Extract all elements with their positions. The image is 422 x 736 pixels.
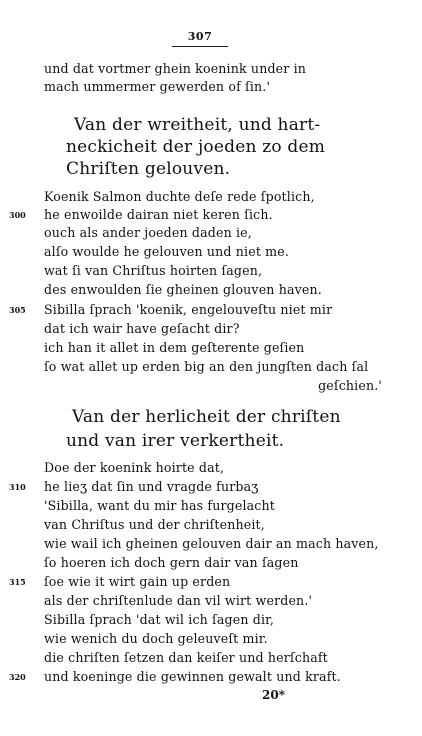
verse-line: he lieʒ dat ſin und vragde furbaʒ	[44, 479, 259, 494]
section-heading: neckicheit der joeden zo dem	[66, 137, 326, 157]
section-heading: und van irer verkertheit.	[66, 431, 285, 451]
section-heading: Van der wreitheit, und hart-	[74, 115, 321, 135]
line-number: 300	[9, 210, 26, 220]
verse-line: dat ich wair have geſacht dir?	[44, 321, 240, 336]
line-number: 315	[9, 577, 26, 587]
verse-line: wat ſi van Chriſtus hoirten ſagen,	[44, 263, 263, 278]
text-line: und dat vortmer ghein koenink under in	[44, 61, 307, 76]
verse-line: geſchien.'	[318, 378, 382, 393]
verse-line: alſo woulde he gelouven und niet me.	[44, 244, 290, 259]
section-heading: Van der herlicheit der chriſten	[72, 407, 341, 427]
verse-line: ouch als ander joeden daden ie,	[44, 225, 252, 240]
verse-line: 'Sibilla, want du mir has furgelacht	[44, 498, 275, 513]
verse-line: Doe der koenink hoirte dat,	[44, 460, 225, 475]
verse-line: wie wenich du doch geleuveſt mir.	[44, 631, 268, 646]
verse-line: Koenik Salmon duchte deſe rede ſpotlich,	[44, 189, 315, 204]
verse-line: ſo hoeren ich doch gern dair van ſagen	[44, 555, 299, 570]
section-heading: Chriſten gelouven.	[66, 159, 231, 179]
verse-line: und koeninge die gewinnen gewalt und kraft.	[44, 669, 341, 684]
verse-line: van Chriſtus und der chriſtenheit,	[44, 517, 265, 532]
verse-line: Sibilla ſprach 'dat wil ich ſagen dir,	[44, 612, 275, 627]
line-number: 310	[9, 482, 26, 492]
page-number-rule	[172, 46, 228, 47]
verse-line: als der chriſtenlude dan vil wirt werden.'	[44, 593, 313, 608]
verse-line: ſo wat allet up erden big an den jungſten dach ſal	[44, 359, 369, 374]
verse-line: des enwoulden ſie gheinen glouven haven.	[44, 282, 322, 297]
verse-line: wie wail ich gheinen gelouven dair an mach haven,	[44, 536, 379, 551]
line-number: 305	[9, 305, 26, 315]
verse-line: ich han it allet in dem geſterente geſien	[44, 340, 305, 355]
verse-line: die chriſten ſetzen dan keiſer und herſchaft	[44, 650, 328, 665]
line-number: 320	[9, 672, 26, 682]
text-line: mach ummermer gewerden of ſin.'	[44, 79, 271, 94]
verse-line: he enwoilde dairan niet keren ſich.	[44, 207, 273, 222]
page-number: 307	[187, 30, 213, 43]
verse-line: ſoe wie it wirt gain up erden	[44, 574, 231, 589]
signature-mark: 20*	[262, 688, 285, 702]
verse-line: Sibilla ſprach 'koenik, engelouveſtu niet mir	[44, 302, 333, 317]
